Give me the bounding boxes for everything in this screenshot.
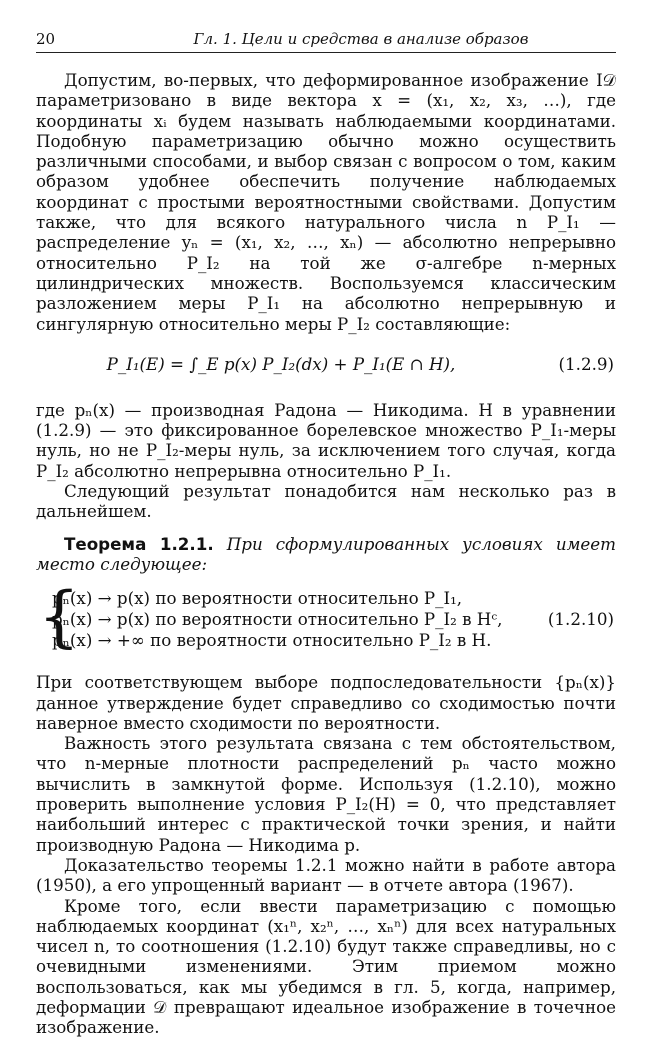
paragraph-5: Важность этого результата связана с тем обстоятельством, что n-мерные плотности распределений pₙ часто можно вычислить в замкнутой форме. Используя (1.2.10), можно проверить выполнение условия P_I₂(H) = 0, что представляет наибольший интерес с практической точки зрения, и найти производную Радона — Никодима p. (36, 733, 616, 855)
theorem-label: Теорема 1.2.1. (64, 533, 214, 554)
paragraph-6: Доказательство теоремы 1.2.1 можно найти в работе автора (1950), а его упрощенный вариант — в отчете автора (1967). (36, 854, 616, 896)
theorem-text: При сформулированных условиях имеет место следующее: (36, 533, 616, 574)
system-number: (1.2.10) (547, 609, 614, 630)
paragraph-2: где pₙ(x) — производная Радона — Никодима. H в уравнении (1.2.9) — это фиксированное борелевское множество P_I₁-меры нуль, но не P_I₂-меры нуль, за исключением того случая, когда P_I₂ абсолютно непрерывна относительно P_I₁. (36, 399, 616, 481)
paragraph-1: Допустим, во-первых, что деформированное изображение I𝒟 параметризовано в виде вектора x = (x₁, x₂, x₃, …), где координаты xᵢ будем называть наблюдаемыми координатами. Подобную параметризацию обычно можно осуществить различными способами, и выбор связан с вопросом о том, каким образом удобнее обеспечить получение наблюдаемых координат с простыми вероятностными свойствами. Допустим также, что для всякого натурального числа n P_I₁ — распределение yₙ = (x₁, x₂, …, xₙ) — абсолютно непрерывно относительно P_I₂ на той же σ-алгебре n-мерных цилиндрических множеств. Воспользуемся классическим разложением меры P_I₁ на абсолютно непрерывную и сингулярную относительно меры P_I₂ составляющие: (36, 70, 616, 334)
system-line-2: pₙ(x) → p(x) по вероятности относительно P_I₂ в Hᶜ, (52, 609, 503, 630)
equation-body: P_I₁(E) = ∫_E p(x) P_I₂(dx) + P_I₁(E ∩ H), (106, 353, 456, 374)
equation-1-2-9 (36, 344, 616, 390)
page-number: 20 (36, 30, 56, 48)
running-title: Гл. 1. Цели и средства в анализе образов (193, 30, 529, 48)
paragraph-3: Следующий результат понадобится нам несколько раз в дальнейшем. (36, 481, 616, 522)
equation-system-1-2-10 (36, 578, 616, 658)
theorem (36, 534, 616, 575)
equation-number: (1.2.9) (558, 353, 614, 374)
brace: { (38, 578, 80, 656)
running-header (36, 28, 616, 53)
system-line-1: pₙ(x) → p(x) по вероятности относительно P_I₁, (52, 588, 463, 609)
main-text (36, 70, 616, 1038)
system-line-3: pₙ(x) → +∞ по вероятности относительно P_I₂ в H. (52, 630, 492, 651)
paragraph-4: При соответствующем выборе подпоследовательности {pₙ(x)} данное утверждение будет справедливо со сходимостью почти наверное вместо сходимости по вероятности. (36, 672, 616, 733)
paragraph-7: Кроме того, если ввести параметризацию с помощью наблюдаемых координат (x₁ⁿ, x₂ⁿ, …, xₙⁿ) для всех натуральных чисел n, то соотношения (1.2.10) будут также справедливы, но с очевидными изменениями. Этим приемом можно воспользоваться, как мы убедимся в гл. 5, когда, например, деформации 𝒟 превращают идеальное изображение в точечное изображение. (36, 895, 616, 1038)
